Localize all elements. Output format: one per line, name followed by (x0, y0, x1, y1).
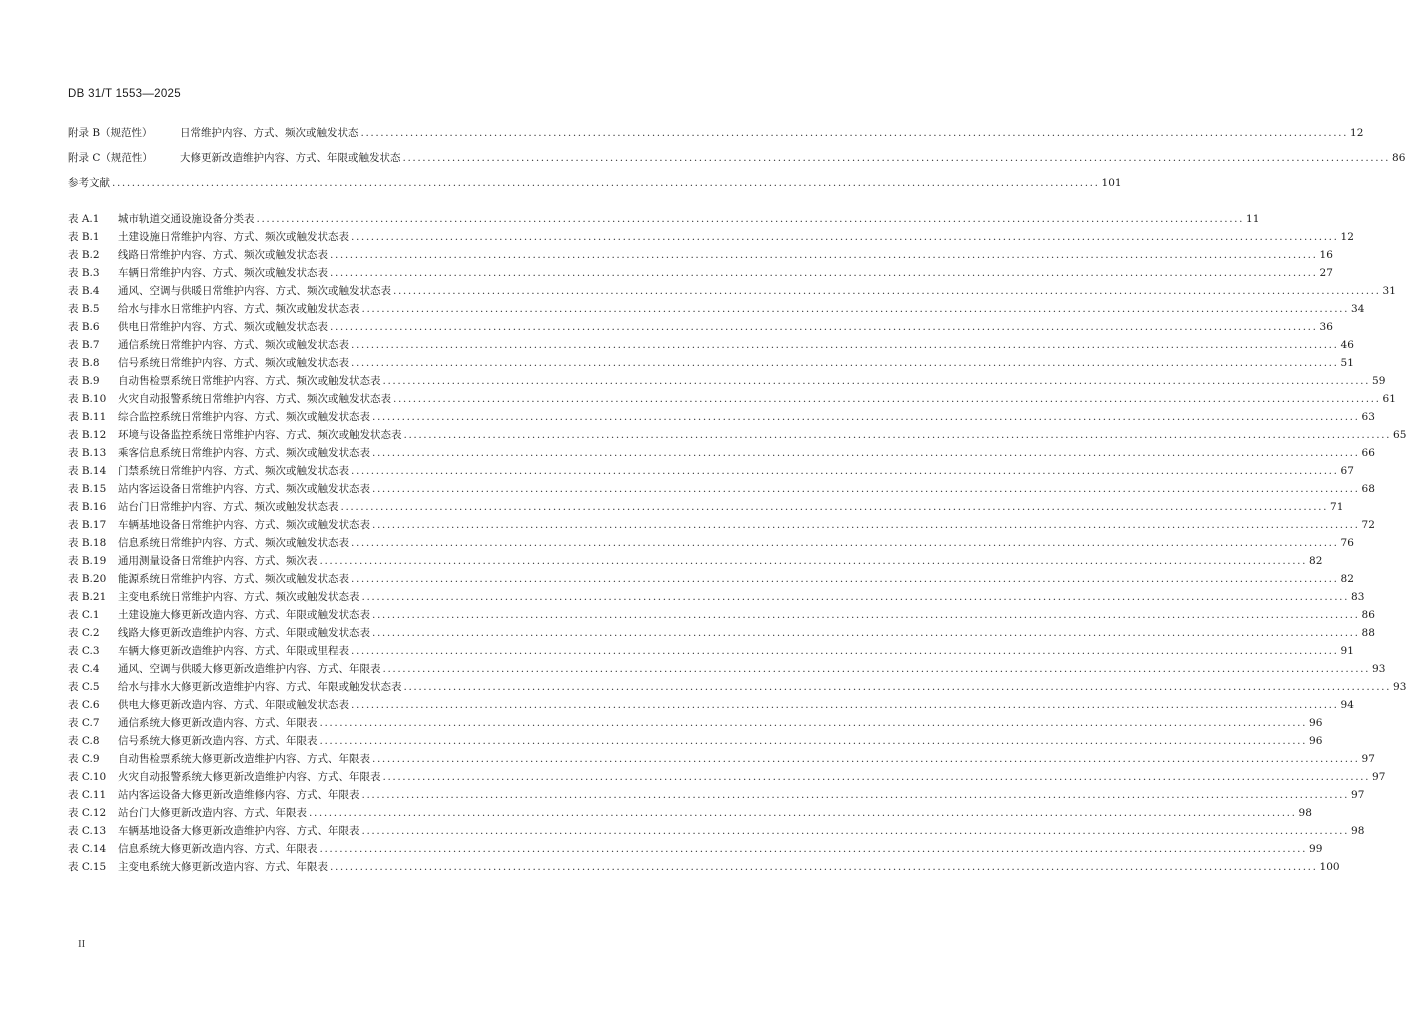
toc-entry-label: 表 C.1 (68, 609, 100, 621)
leader-dots: ........................................................................................................................................................................................................ (361, 825, 1350, 837)
toc-entry-page: 65 (1393, 429, 1406, 441)
toc-entry-page: 86 (1392, 152, 1406, 164)
toc-entry-table[interactable] (68, 336, 1354, 354)
toc-entry-title: 信号系统大修更新改造内容、方式、年限表 (118, 735, 318, 747)
toc-entry-page: 34 (1351, 303, 1365, 315)
toc-entry-title: 日常维护内容、方式、频次或触发状态 (180, 127, 359, 139)
leader-dots: ........................................................................................................................................................................................................ (382, 375, 1371, 387)
leader-dots: ........................................................................................................................................................................................................ (330, 249, 1318, 261)
document-id: DB 31/T 1553—2025 (68, 88, 181, 100)
toc-entry-page: 93 (1372, 663, 1386, 675)
toc-entry-title: 站台门大修更新改造内容、方式、年限表 (118, 807, 307, 819)
toc-entry-page: 91 (1340, 645, 1354, 657)
toc-entry-label: 表 B.20 (68, 573, 107, 585)
leader-dots: ........................................................................................................................................................................................................ (256, 213, 1245, 225)
toc-entry-label: 表 B.7 (68, 339, 100, 351)
toc-entry-label: 表 C.5 (68, 681, 100, 693)
toc-entry-label: 表 B.18 (68, 537, 107, 549)
toc-entry-page: 12 (1350, 127, 1364, 139)
toc-entry-label: 表 A.1 (68, 213, 100, 225)
toc-entry-table[interactable] (68, 246, 1333, 264)
toc-entry-page: 51 (1340, 357, 1354, 369)
toc-entry-page: 36 (1319, 321, 1333, 333)
toc-entry-page: 31 (1382, 285, 1396, 297)
toc-entry-label: 表 C.8 (68, 735, 100, 747)
toc-entry-page: 71 (1330, 501, 1344, 513)
leader-dots: ........................................................................................................................................................................................................ (330, 861, 1318, 873)
toc-entry-label: 表 C.4 (68, 663, 100, 675)
leader-dots: ........................................................................................................................................................................................................ (372, 411, 1360, 423)
toc-entry-title: 通风、空调与供暖大修更新改造维护内容、方式、年限表 (118, 663, 381, 675)
toc-entry-page: 99 (1309, 843, 1323, 855)
toc-entry-title: 能源系统日常维护内容、方式、频次或触发状态表 (118, 573, 349, 585)
toc-entry-table[interactable] (68, 462, 1354, 480)
toc-entry-title: 门禁系统日常维护内容、方式、频次或触发状态表 (118, 465, 349, 477)
toc-entry-page: 96 (1309, 717, 1323, 729)
leader-dots: ........................................................................................................................................................................................................ (403, 681, 1392, 693)
toc-entry-page: 88 (1361, 627, 1375, 639)
toc-entry-table[interactable] (68, 372, 1386, 390)
toc-entry-page: 72 (1361, 519, 1375, 531)
toc-entry-page: 82 (1340, 573, 1354, 585)
toc-entry-page: 94 (1340, 699, 1354, 711)
leader-dots: ........................................................................................................................................................................................................ (361, 591, 1350, 603)
toc-entry-label: 表 B.11 (68, 411, 107, 423)
toc-entry-table[interactable] (68, 354, 1354, 372)
toc-entry-title: 车辆大修更新改造维护内容、方式、年限或里程表 (118, 645, 349, 657)
leader-dots: ........................................................................................................................................................................................................ (351, 699, 1339, 711)
toc-entry-title: 信息系统日常维护内容、方式、频次或触发状态表 (118, 537, 349, 549)
toc-entry-title: 车辆基地设备大修更新改造维护内容、方式、年限表 (118, 825, 360, 837)
toc-entry-label: 表 B.13 (68, 447, 107, 459)
toc-entry-appendix-c[interactable] (68, 146, 1406, 171)
leader-dots: ........................................................................................................................................................................................................ (330, 321, 1318, 333)
toc-entry-table[interactable] (68, 210, 1260, 228)
toc-entry-page: 68 (1361, 483, 1375, 495)
toc-entry-label: 表 B.21 (68, 591, 107, 603)
leader-dots: ........................................................................................................................................................................................................ (351, 645, 1339, 657)
toc-entry-table[interactable] (68, 606, 1375, 624)
leader-dots: ........................................................................................................................................................................................................ (319, 717, 1308, 729)
toc-entry-title: 土建设施大修更新改造内容、方式、年限或触发状态表 (118, 609, 370, 621)
toc-entry-page: 93 (1393, 681, 1406, 693)
toc-entry-page: 27 (1319, 267, 1333, 279)
toc-entry-label: 表 C.9 (68, 753, 100, 765)
leader-dots: ........................................................................................................................................................................................................ (330, 267, 1318, 279)
toc-entry-label: 表 B.12 (68, 429, 107, 441)
leader-dots: ........................................................................................................................................................................................................ (372, 519, 1360, 531)
toc-entry-label: 表 B.8 (68, 357, 100, 369)
toc-entry-title: 火灾自动报警系统日常维护内容、方式、频次或触发状态表 (118, 393, 391, 405)
leader-dots: ........................................................................................................................................................................................................ (403, 429, 1392, 441)
toc-entry-label: 表 C.14 (68, 843, 107, 855)
toc-entry-page: 97 (1372, 771, 1386, 783)
toc-entry-label: 表 B.4 (68, 285, 100, 297)
leader-dots: ........................................................................................................................................................................................................ (372, 609, 1360, 621)
toc-entry-table[interactable] (68, 768, 1386, 786)
toc-entry-page: 66 (1361, 447, 1375, 459)
toc-entry-title: 自动售检票系统大修更新改造维护内容、方式、年限表 (118, 753, 370, 765)
toc-entry-table[interactable] (68, 588, 1365, 606)
toc-entry-table[interactable] (68, 426, 1406, 444)
leader-dots: ........................................................................................................................................................................................................ (351, 231, 1339, 243)
toc-entry-title: 主变电系统大修更新改造内容、方式、年限表 (118, 861, 328, 873)
toc-entry-table[interactable] (68, 498, 1344, 516)
toc-entry-title: 车辆日常维护内容、方式、频次或触发状态表 (118, 267, 328, 279)
leader-dots: ........................................................................................................................................................................................................ (372, 627, 1360, 639)
toc-entry-table[interactable] (68, 390, 1396, 408)
toc-entry-label: 表 C.7 (68, 717, 100, 729)
toc-entry-title: 供电大修更新改造内容、方式、年限或触发状态表 (118, 699, 349, 711)
leader-dots: ........................................................................................................................................................................................................ (112, 177, 1100, 189)
toc-entry-page: 76 (1340, 537, 1354, 549)
toc-entry-page: 46 (1340, 339, 1354, 351)
toc-entry-title: 车辆基地设备日常维护内容、方式、频次或触发状态表 (118, 519, 370, 531)
toc-entry-title: 乘客信息系统日常维护内容、方式、频次或触发状态表 (118, 447, 370, 459)
leader-dots: ........................................................................................................................................................................................................ (319, 735, 1308, 747)
leader-dots: ........................................................................................................................................................................................................ (319, 555, 1308, 567)
leader-dots: ........................................................................................................................................................................................................ (351, 339, 1339, 351)
toc-entry-table[interactable] (68, 264, 1333, 282)
toc-entry-title: 土建设施日常维护内容、方式、频次或触发状态表 (118, 231, 349, 243)
leader-dots: ........................................................................................................................................................................................................ (360, 127, 1349, 139)
toc-entry-label: 表 C.2 (68, 627, 100, 639)
toc-entry-table[interactable] (68, 444, 1375, 462)
toc-entry-page: 100 (1319, 861, 1340, 873)
toc-entry-label: 表 B.19 (68, 555, 107, 567)
toc-entry-title: 通信系统日常维护内容、方式、频次或触发状态表 (118, 339, 349, 351)
toc-entry-page: 61 (1382, 393, 1396, 405)
toc-entry-table[interactable] (68, 678, 1406, 696)
toc-entry-table[interactable] (68, 300, 1365, 318)
toc-entry-page: 86 (1361, 609, 1375, 621)
toc-entry-page: 82 (1309, 555, 1323, 567)
leader-dots: ........................................................................................................................................................................................................ (351, 465, 1339, 477)
toc-entry-label: 表 C.11 (68, 789, 107, 801)
leader-dots: ........................................................................................................................................................................................................ (372, 447, 1360, 459)
toc-entry-title: 站台门日常维护内容、方式、频次或触发状态表 (118, 501, 339, 513)
toc-entry-label: 表 B.3 (68, 267, 100, 279)
toc-entry-label: 表 B.14 (68, 465, 107, 477)
leader-dots: ........................................................................................................................................................................................................ (361, 303, 1350, 315)
toc-entry-table[interactable] (68, 840, 1323, 858)
toc-entry-table[interactable] (68, 624, 1375, 642)
toc-entry-page: 12 (1340, 231, 1354, 243)
toc-entry-table[interactable] (68, 228, 1354, 246)
toc-entry-table[interactable] (68, 570, 1354, 588)
toc-entry-title: 主变电系统日常维护内容、方式、频次或触发状态表 (118, 591, 360, 603)
page-number: II (78, 938, 86, 950)
toc-entry-title: 火灾自动报警系统大修更新改造维护内容、方式、年限表 (118, 771, 381, 783)
leader-dots: ........................................................................................................................................................................................................ (351, 537, 1339, 549)
toc-entry-page: 98 (1298, 807, 1312, 819)
toc-entry-label: 表 B.2 (68, 249, 100, 261)
toc-entry-label: 表 B.15 (68, 483, 107, 495)
toc-entry-table[interactable] (68, 786, 1365, 804)
toc-entry-label: 表 B.17 (68, 519, 107, 531)
toc-entry-label: 表 C.15 (68, 861, 107, 873)
toc-entry-table[interactable] (68, 318, 1333, 336)
toc-appendix-list (68, 121, 1406, 196)
toc-entry-table[interactable] (68, 858, 1340, 876)
leader-dots: ........................................................................................................................................................................................................ (340, 501, 1329, 513)
toc-entry-label: 表 B.5 (68, 303, 100, 315)
leader-dots: ........................................................................................................................................................................................................ (382, 771, 1371, 783)
toc-entry-table[interactable] (68, 534, 1354, 552)
toc-entry-table[interactable] (68, 696, 1354, 714)
toc-entry-title: 城市轨道交通设施设备分类表 (118, 213, 255, 225)
toc-entry-label: 表 C.13 (68, 825, 107, 837)
toc-entry-label: 表 B.10 (68, 393, 107, 405)
toc-entry-label: 附录 B（规范性） (68, 127, 153, 139)
leader-dots: ........................................................................................................................................................................................................ (393, 285, 1381, 297)
toc-entry-title: 给水与排水大修更新改造维护内容、方式、年限或触发状态表 (118, 681, 402, 693)
toc-entry-page: 59 (1372, 375, 1386, 387)
leader-dots: ........................................................................................................................................................................................................ (361, 789, 1350, 801)
toc-entry-title: 站内客运设备大修更新改造维修内容、方式、年限表 (118, 789, 360, 801)
toc-entry-references[interactable] (68, 171, 1122, 196)
toc-entry-page: 97 (1351, 789, 1365, 801)
toc-entry-page: 63 (1361, 411, 1375, 423)
toc-entry-table[interactable] (68, 516, 1375, 534)
toc-entry-page: 67 (1340, 465, 1354, 477)
toc-entry-table[interactable] (68, 804, 1312, 822)
leader-dots: ........................................................................................................................................................................................................ (402, 152, 1391, 164)
toc-entry-title: 参考文献 (68, 177, 110, 189)
toc-entry-table[interactable] (68, 822, 1365, 840)
leader-dots: ........................................................................................................................................................................................................ (309, 807, 1297, 819)
toc-entry-title: 通信系统大修更新改造内容、方式、年限表 (118, 717, 318, 729)
toc-entry-page: 83 (1351, 591, 1365, 603)
toc-entry-appendix-b[interactable] (68, 121, 1364, 146)
toc-entry-title: 站内客运设备日常维护内容、方式、频次或触发状态表 (118, 483, 370, 495)
toc-entry-title: 综合监控系统日常维护内容、方式、频次或触发状态表 (118, 411, 370, 423)
toc-entry-page: 97 (1361, 753, 1375, 765)
toc-entry-label: 表 C.6 (68, 699, 100, 711)
toc-table-list (68, 210, 1406, 876)
toc-entry-label: 表 B.1 (68, 231, 100, 243)
toc-entry-label: 表 B.16 (68, 501, 107, 513)
toc-entry-table[interactable] (68, 714, 1323, 732)
toc-entry-label: 表 C.12 (68, 807, 107, 819)
toc-entry-label: 附录 C（规范性） (68, 152, 153, 164)
toc-entry-table[interactable] (68, 480, 1375, 498)
toc-entry-page: 101 (1101, 177, 1122, 189)
toc-entry-title: 通风、空调与供暖日常维护内容、方式、频次或触发状态表 (118, 285, 391, 297)
toc-entry-title: 环境与设备监控系统日常维护内容、方式、频次或触发状态表 (118, 429, 402, 441)
leader-dots: ........................................................................................................................................................................................................ (382, 663, 1371, 675)
toc-entry-table[interactable] (68, 282, 1396, 300)
toc-entry-title: 通用测量设备日常维护内容、方式、频次表 (118, 555, 318, 567)
toc-entry-title: 线路大修更新改造维护内容、方式、年限或触发状态表 (118, 627, 370, 639)
toc-entry-label: 表 B.9 (68, 375, 100, 387)
toc-entry-table[interactable] (68, 552, 1323, 570)
toc-entry-table[interactable] (68, 642, 1354, 660)
toc-entry-label: 表 C.3 (68, 645, 100, 657)
toc-entry-title: 供电日常维护内容、方式、频次或触发状态表 (118, 321, 328, 333)
leader-dots: ........................................................................................................................................................................................................ (351, 573, 1339, 585)
toc-entry-title: 给水与排水日常维护内容、方式、频次或触发状态表 (118, 303, 360, 315)
leader-dots: ........................................................................................................................................................................................................ (372, 753, 1360, 765)
toc-entry-page: 98 (1351, 825, 1365, 837)
toc-entry-table[interactable] (68, 732, 1323, 750)
toc-entry-page: 96 (1309, 735, 1323, 747)
toc-entry-table[interactable] (68, 408, 1375, 426)
toc-entry-label: 表 C.10 (68, 771, 107, 783)
toc-entry-page: 16 (1319, 249, 1333, 261)
leader-dots: ........................................................................................................................................................................................................ (393, 393, 1381, 405)
toc-entry-title: 大修更新改造维护内容、方式、年限或触发状态 (180, 152, 401, 164)
toc-entry-title: 自动售检票系统日常维护内容、方式、频次或触发状态表 (118, 375, 381, 387)
leader-dots: ........................................................................................................................................................................................................ (351, 357, 1339, 369)
toc-entry-page: 11 (1246, 213, 1260, 225)
leader-dots: ........................................................................................................................................................................................................ (319, 843, 1308, 855)
toc-entry-title: 线路日常维护内容、方式、频次或触发状态表 (118, 249, 328, 261)
toc-entry-table[interactable] (68, 750, 1375, 768)
toc-entry-title: 信号系统日常维护内容、方式、频次或触发状态表 (118, 357, 349, 369)
toc-entry-title: 信息系统大修更新改造内容、方式、年限表 (118, 843, 318, 855)
leader-dots: ........................................................................................................................................................................................................ (372, 483, 1360, 495)
toc-entry-label: 表 B.6 (68, 321, 100, 333)
toc-entry-table[interactable] (68, 660, 1386, 678)
